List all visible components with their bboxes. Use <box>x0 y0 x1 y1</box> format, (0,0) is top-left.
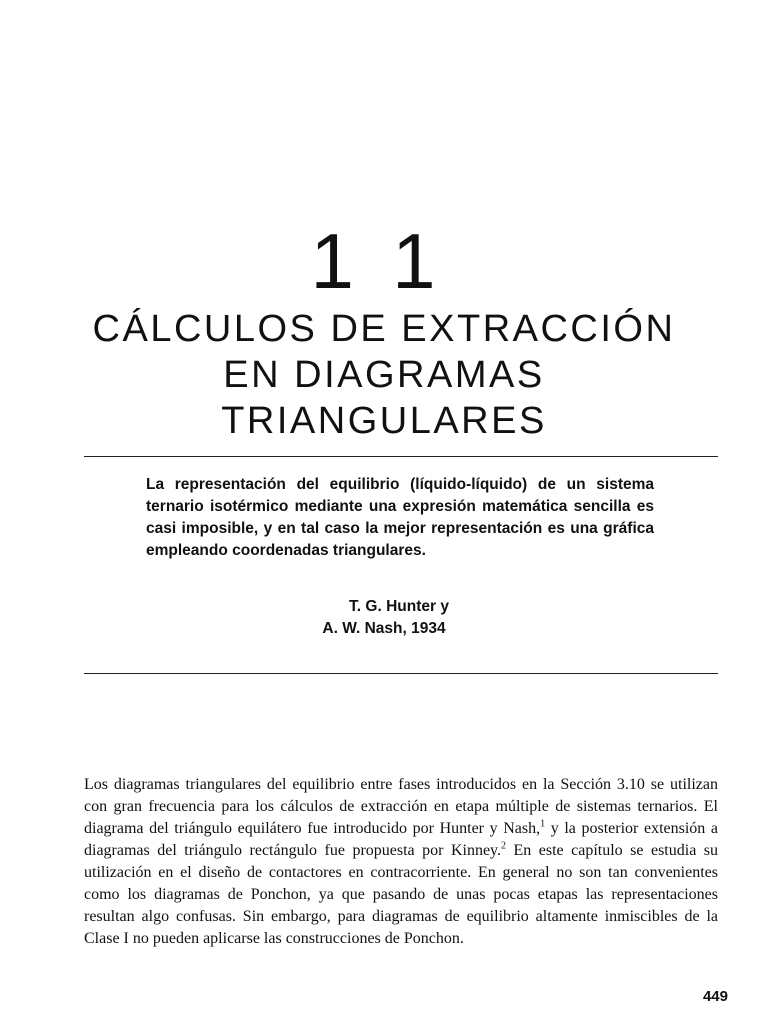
chapter-title-line-1: CÁLCULOS DE EXTRACCIÓN <box>92 308 676 350</box>
body-segment-1: Los diagramas triangulares del equilibrio entre fases introducidos en la Sección 3.10 se utilizan con gran frecuencia para los cálculos de extracción en etapa múltiple de sistemas ternarios. El diagrama del triángulo equilátero fue introducido por Hunter y Nash, <box>84 776 718 837</box>
page-number: 449 <box>702 988 728 1005</box>
top-divider <box>84 456 718 457</box>
body-paragraph <box>84 774 718 950</box>
chapter-title-line-2: EN DIAGRAMAS <box>223 354 545 396</box>
footnote-ref-1: 1 <box>540 818 546 830</box>
body-segment-2: y la posterior extensión a diagramas del triángulo rectángulo fue propuesta por Kinney. <box>84 820 719 859</box>
chapter-number: 11 <box>310 217 480 305</box>
chapter-title <box>0 306 768 444</box>
attribution-line-2: A. W. Nash, 1934 <box>322 620 446 637</box>
body-segment-3: En este capítulo se estudia su utilización en el diseño de contactores en contracorriente. En general no son tan convenientes como los diagramas de Ponchon, ya que pasando de unas pocas etapas las representaciones resultan algo confusas. Sin embargo, para diagramas de equilibrio altamente inmiscibles de la Clase I no pueden aplicarse las construcciones de Ponchon. <box>84 842 719 947</box>
bottom-divider <box>84 673 718 674</box>
attribution-line-1: T. G. Hunter y <box>349 598 449 615</box>
chapter-title-line-3: TRIANGULARES <box>221 400 547 442</box>
epigraph-quote: La representación del equilibrio (líquido-líquido) de un sistema ternario isotérmico mediante una expresión matemática sencilla es casi imposible, y en tal caso la mejor representación es una gráfica empleando coordenadas triangulares. <box>146 476 654 559</box>
footnote-ref-2: 2 <box>501 840 507 852</box>
epigraph-attribution <box>0 596 768 640</box>
